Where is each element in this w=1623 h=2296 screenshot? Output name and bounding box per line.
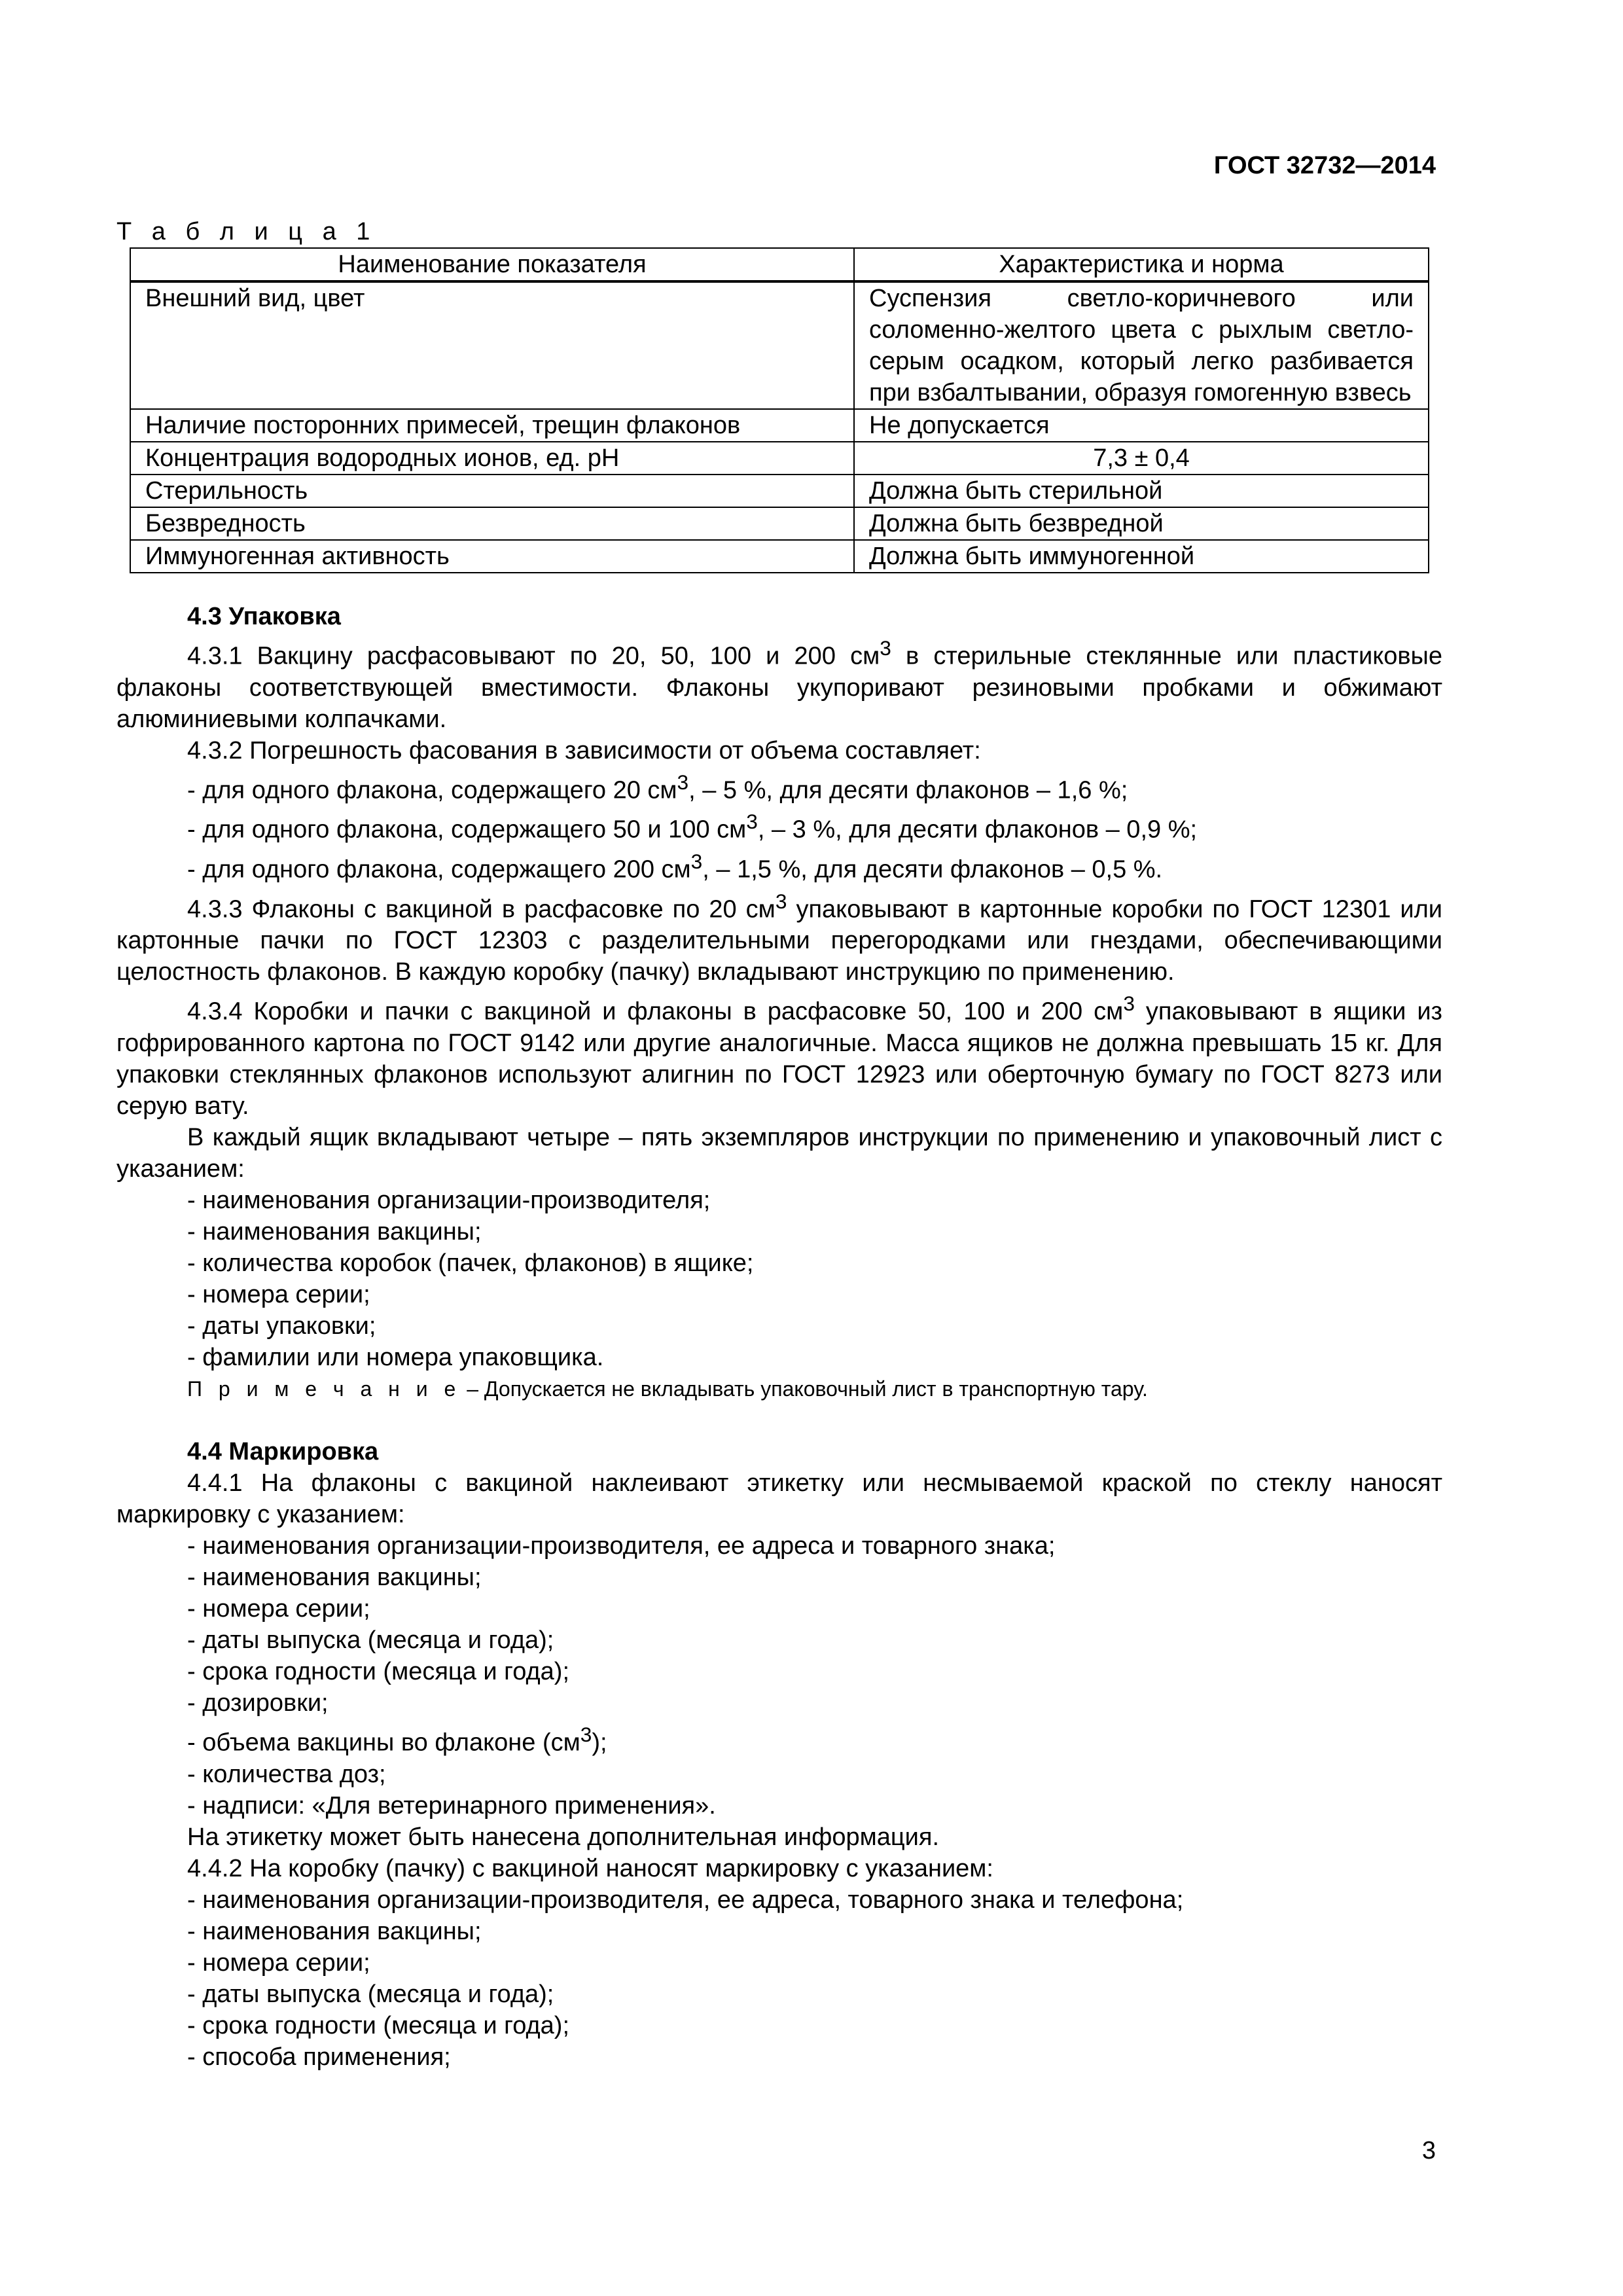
table-cell: Должна быть безвредной <box>854 507 1429 540</box>
list-item: - количества коробок (пачек, флаконов) в ящике; <box>187 1249 754 1277</box>
paragraph: 4.4.2 На коробку (пачку) с вакциной наносят маркировку с указанием: <box>187 1854 993 1882</box>
table-cell: Не допускается <box>854 409 1429 442</box>
table-row <box>130 281 1429 409</box>
text: 4.3.1 Вакцину расфасовывают по 20, 50, 100 и 200 см <box>187 642 880 670</box>
list-item: - наименования вакцины; <box>187 1217 482 1246</box>
standard-header: ГОСТ 32732—2014 <box>1213 152 1436 179</box>
list-item: - способа применения; <box>187 2043 451 2071</box>
list-item <box>116 806 1442 846</box>
content <box>116 216 1442 2073</box>
list-item: - фамилии или номера упаковщика. <box>187 1343 604 1371</box>
list-item: - даты упаковки; <box>187 1312 376 1340</box>
table-header-cell: Наименование показателя <box>130 248 854 281</box>
superscript: 3 <box>580 1722 592 1746</box>
table-row <box>130 475 1429 507</box>
table-cell: Наличие посторонних примесей, трещин флаконов <box>130 409 854 442</box>
section-heading: 4.3 Упаковка <box>187 603 341 630</box>
list-item: - номера серии; <box>187 1280 370 1308</box>
superscript: 3 <box>1123 992 1135 1016</box>
table-cell: Безвредность <box>130 507 854 540</box>
table-header-row <box>130 248 1429 281</box>
text: 4.3.3 Флаконы с вакциной в расфасовке по 20 см <box>187 895 776 924</box>
list-item: - дозировки; <box>187 1689 329 1717</box>
section-heading: 4.4 Маркировка <box>187 1437 379 1465</box>
superscript: 3 <box>880 636 891 660</box>
paragraph: 4.3.2 Погрешность фасования в зависимости от объема составляет: <box>187 736 981 764</box>
list-item: - срока годности (месяца и года); <box>187 2011 570 2039</box>
paragraph <box>116 632 1442 735</box>
list-item: - срока годности (месяца и года); <box>187 1657 570 1685</box>
text: - объема вакцины во флаконе (см <box>187 1729 580 1757</box>
table-cell: 7,3 ± 0,4 <box>854 442 1429 475</box>
list-item: - наименования вакцины; <box>187 1917 482 1945</box>
text: упаковывают в ящики из гофрированного картона по ГОСТ 9142 или другие аналогичные. Масса ящиков не должна превышать 15 кг. Для упаковки стеклянных флаконов используют алигнин по ГОСТ 12923 или оберточную бумагу по ГОСТ 8273 или серую вату. <box>116 997 1442 1120</box>
text: , – 5 %, для десяти флаконов – 1,6 %; <box>688 776 1128 804</box>
table-row <box>130 442 1429 475</box>
superscript: 3 <box>746 810 758 834</box>
table-cell: Должна быть иммуногенной <box>854 540 1429 573</box>
paragraph: 4.4.1 На флаконы с вакциной наклеивают этикетку или несмываемой краской по стеклу наносят маркировку с указанием: <box>116 1469 1442 1528</box>
note <box>116 1373 1442 1405</box>
text: - для одного флакона, содержащего 200 см <box>187 855 691 884</box>
text: ); <box>592 1729 607 1757</box>
table-cell: Стерильность <box>130 475 854 507</box>
list-item: - даты выпуска (месяца и года); <box>187 1626 554 1654</box>
table-row <box>130 409 1429 442</box>
list-item: - количества доз; <box>187 1760 386 1788</box>
table-cell: Внешний вид, цвет <box>130 281 854 409</box>
paragraph: На этикетку может быть нанесена дополнительная информация. <box>187 1823 939 1851</box>
list-item <box>116 846 1442 886</box>
text: 4.3.4 Коробки и пачки с вакциной и флаконы в расфасовке 50, 100 и 200 см <box>187 997 1124 1026</box>
list-item: - наименования вакцины; <box>187 1563 482 1591</box>
superscript: 3 <box>775 889 787 913</box>
list-item <box>116 766 1442 806</box>
note-text: – Допускается не вкладывать упаковочный лист в транспортную тару. <box>461 1376 1148 1401</box>
list-item: - номера серии; <box>187 1948 370 1977</box>
table-cell: Должна быть стерильной <box>854 475 1429 507</box>
table-cell: Суспензия светло-коричневого или соломенно-желтого цвета с рыхлым светло-серым осадком, который легко разбивается при взбалтывании, образуя гомогенную взвесь <box>854 281 1429 409</box>
list-item: - наименования организации-производителя, ее адреса и товарного знака; <box>187 1532 1056 1560</box>
list-item: - даты выпуска (месяца и года); <box>187 1980 554 2008</box>
note-label: П р и м е ч а н и е <box>187 1376 461 1401</box>
page-number: 3 <box>1421 2137 1436 2164</box>
list-item: - номера серии; <box>187 1594 370 1623</box>
list-item: - надписи: «Для ветеринарного применения». <box>187 1791 716 1820</box>
table-header-cell: Характеристика и норма <box>854 248 1429 281</box>
paragraph: В каждый ящик вкладывают четыре – пять экземпляров инструкции по применению и упаковочный лист с указанием: <box>116 1123 1442 1183</box>
properties-table <box>130 247 1429 573</box>
text: - для одного флакона, содержащего 20 см <box>187 776 677 804</box>
text: , – 3 %, для десяти флаконов – 0,9 %; <box>757 816 1198 844</box>
paragraph <box>116 988 1442 1122</box>
text: , – 1,5 %, для десяти флаконов – 0,5 %. <box>702 855 1163 884</box>
table-row <box>130 507 1429 540</box>
spacer <box>116 1405 1442 1436</box>
list-item <box>116 1719 1442 1759</box>
list-item: - наименования организации-производителя, ее адреса, товарного знака и телефона; <box>187 1886 1184 1914</box>
table-cell: Иммуногенная активность <box>130 540 854 573</box>
text: - для одного флакона, содержащего 50 и 100 см <box>187 816 747 844</box>
text: упаковывают в картонные коробки по ГОСТ 12301 или картонные пачки по ГОСТ 12303 с разделительными перегородками или гнездами, обеспечивающими целостность флаконов. В каждую коробку (пачку) вкладывают инструкцию по применению. <box>116 895 1442 986</box>
superscript: 3 <box>690 849 703 873</box>
paragraph <box>116 886 1442 988</box>
list-item: - наименования организации-производителя; <box>187 1186 711 1214</box>
table-caption: Т а б л и ц а 1 <box>116 218 377 245</box>
table-cell: Концентрация водородных ионов, ед. pH <box>130 442 854 475</box>
text: в стерильные стеклянные или пластиковые флаконы соответствующей вместимости. Флаконы укупоривают резиновыми пробками и обжимают алюминиевыми колпачками. <box>116 642 1443 733</box>
superscript: 3 <box>677 770 689 794</box>
table-row <box>130 540 1429 573</box>
